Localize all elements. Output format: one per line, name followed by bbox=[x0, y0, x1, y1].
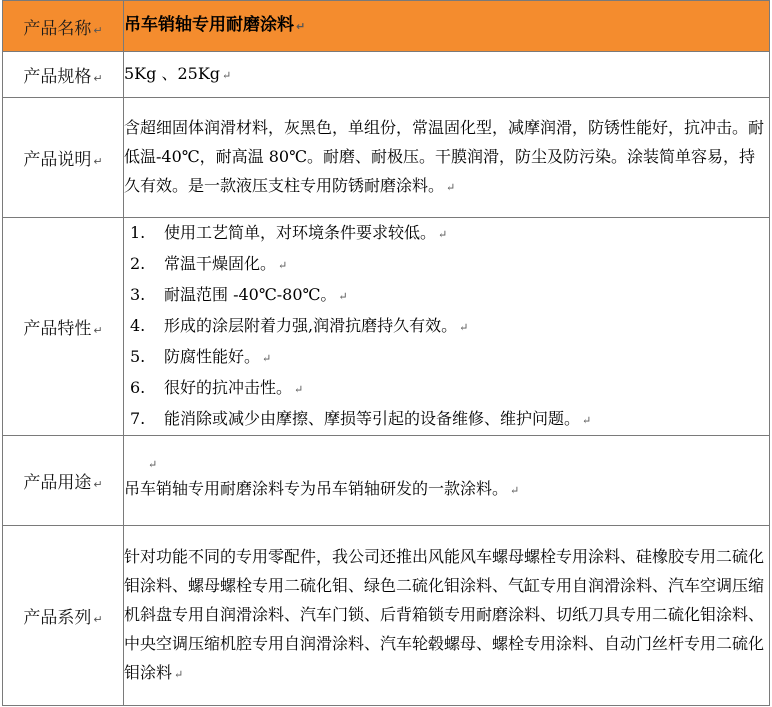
feature-list bbox=[124, 218, 769, 435]
product-spec-table bbox=[2, 0, 770, 706]
paragraph-mark-icon: ↵ bbox=[148, 458, 158, 471]
paragraph-mark-icon: ↵ bbox=[174, 668, 184, 681]
paragraph-mark-icon: ↵ bbox=[338, 290, 348, 303]
paragraph-mark-icon: ↵ bbox=[446, 181, 456, 194]
label-product-description: 产品说明 ↵ bbox=[3, 98, 124, 218]
paragraph-mark-icon: ↵ bbox=[93, 72, 103, 85]
label-product-features: 产品特性 ↵ bbox=[3, 218, 124, 436]
label-product-name: 产品名称 ↵ bbox=[3, 1, 124, 52]
row-product-features bbox=[3, 218, 770, 436]
row-product-spec bbox=[3, 52, 770, 98]
label-product-series: 产品系列 ↵ bbox=[3, 526, 124, 706]
value-product-description: 含超细固体润滑材料，灰黑色，单组份，常温固化型，减摩润滑，防锈性能好，抗冲击。耐低温-40℃，耐高温 80℃。耐磨、耐极压。干膜润滑，防尘及防污染。涂装简单容易，持久有效。是一款液压支柱专用防锈耐磨涂料。 ↵ bbox=[124, 98, 770, 218]
value-product-series: 针对功能不同的专用零配件，我公司还推出风能风车螺母螺栓专用涂料、硅橡胶专用二硫化钼涂料、螺母螺栓专用二硫化钼、绿色二硫化钼涂料、气缸专用自润滑涂料、汽车空调压缩机斜盘专用自润滑涂料、汽车门锁、后背箱锁专用耐磨涂料、切纸刀具专用二硫化钼涂料、中央空调压缩机腔专用自润滑涂料、汽车轮毂螺母、螺栓专用涂料、自动门丝杆专用二硫化钼涂料 ↵ bbox=[124, 526, 770, 706]
paragraph-mark-icon: ↵ bbox=[459, 321, 469, 334]
row-product-series bbox=[3, 526, 770, 706]
value-product-usage: ↵ 吊车销轴专用耐磨涂料专为吊车销轴研发的一款涂料。 ↵ bbox=[124, 436, 770, 526]
paragraph-mark-icon: ↵ bbox=[93, 478, 103, 491]
paragraph-mark-icon: ↵ bbox=[222, 69, 232, 82]
paragraph-mark-icon: ↵ bbox=[262, 352, 272, 365]
label-product-usage: 产品用途 ↵ bbox=[3, 436, 124, 526]
value-product-spec: 5Kg 、25Kg ↵ bbox=[124, 52, 770, 98]
list-item: 4. 形成的涂层附着力强,润滑抗磨持久有效。 ↵ bbox=[130, 316, 469, 335]
label-product-spec: 产品规格 ↵ bbox=[3, 52, 124, 98]
row-product-name bbox=[3, 1, 770, 52]
paragraph-mark-icon: ↵ bbox=[93, 613, 103, 626]
paragraph-mark-icon: ↵ bbox=[510, 484, 520, 497]
value-product-features bbox=[124, 218, 770, 436]
paragraph-mark-icon: ↵ bbox=[582, 414, 592, 427]
list-item: 3. 耐温范围 -40℃-80℃。 ↵ bbox=[130, 285, 348, 304]
row-product-description bbox=[3, 98, 770, 218]
paragraph-mark-icon: ↵ bbox=[93, 324, 103, 337]
paragraph-mark-icon: ↵ bbox=[93, 23, 103, 37]
list-item: 7. 能消除或减少由摩擦、摩损等引起的设备维修、维护问题。 ↵ bbox=[130, 409, 592, 428]
list-item: 5. 防腐性能好。 ↵ bbox=[130, 347, 272, 366]
paragraph-mark-icon: ↵ bbox=[296, 20, 306, 33]
paragraph-mark-icon: ↵ bbox=[294, 383, 304, 396]
value-product-name: 吊车销轴专用耐磨涂料 ↵ bbox=[124, 1, 770, 52]
row-product-usage bbox=[3, 436, 770, 526]
list-item: 1. 使用工艺简单，对环境条件要求较低。 ↵ bbox=[130, 223, 448, 242]
paragraph-mark-icon: ↵ bbox=[93, 155, 103, 168]
paragraph-mark-icon: ↵ bbox=[438, 228, 448, 241]
paragraph-mark-icon: ↵ bbox=[278, 259, 288, 272]
list-item: 2. 常温干燥固化。 ↵ bbox=[130, 254, 288, 273]
list-item: 6. 很好的抗冲击性。 ↵ bbox=[130, 378, 304, 397]
